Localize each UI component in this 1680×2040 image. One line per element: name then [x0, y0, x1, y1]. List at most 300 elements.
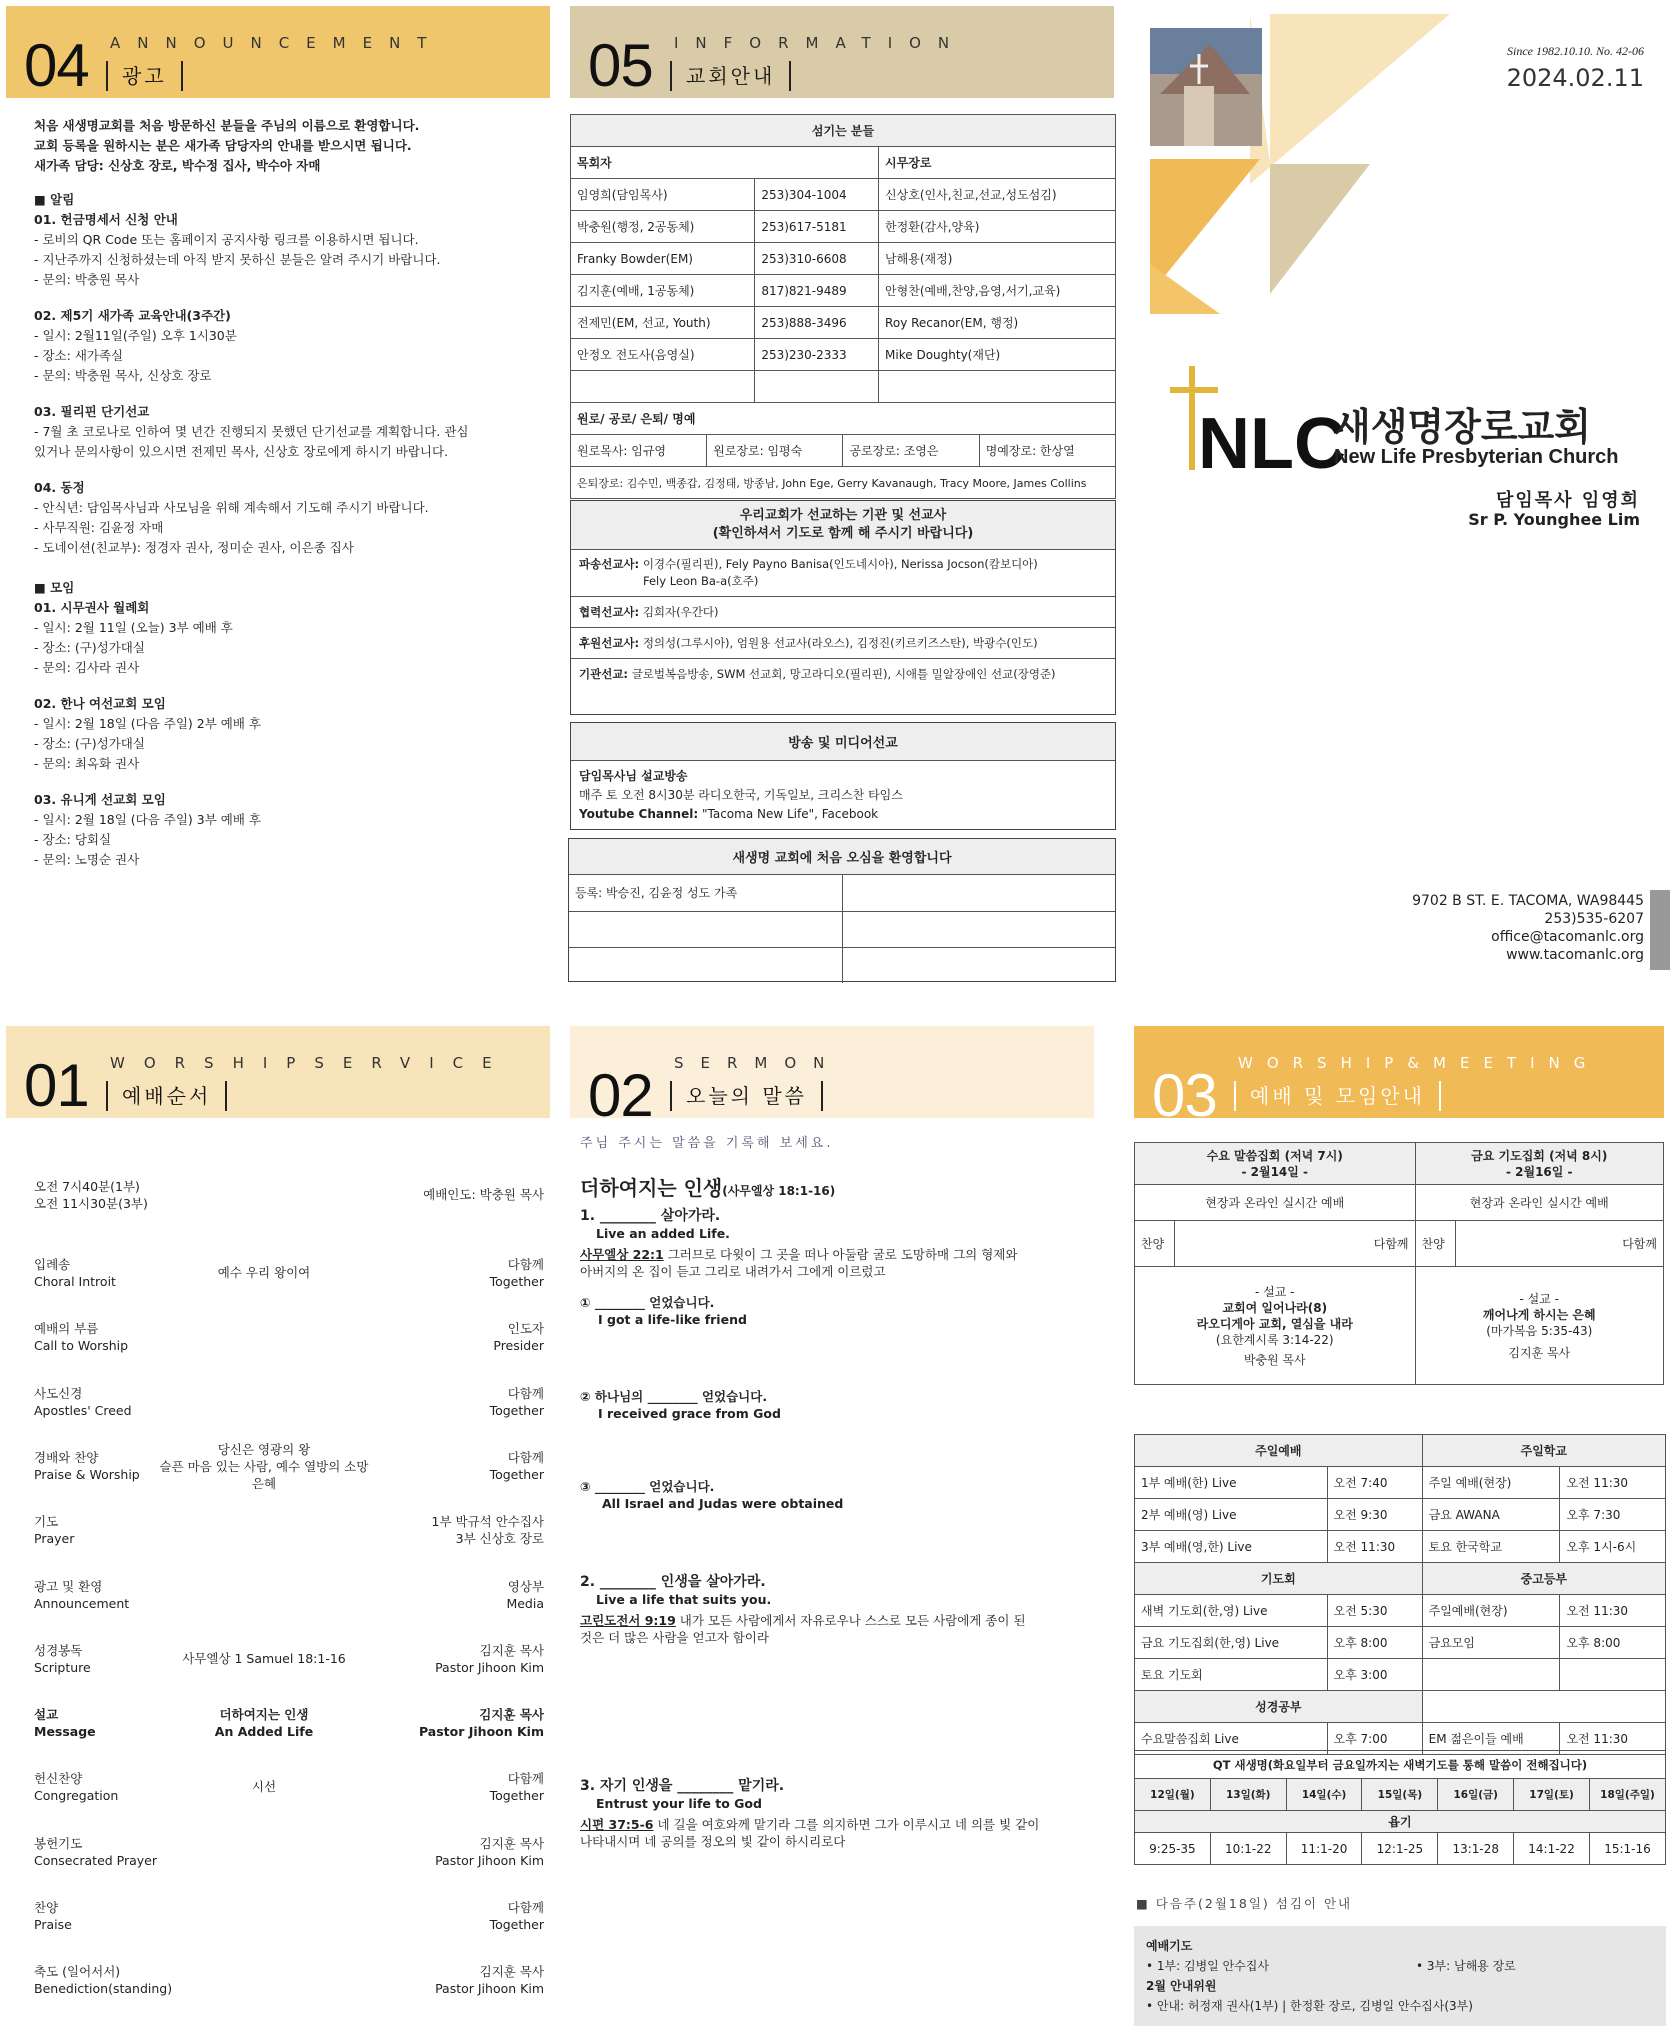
sermon-notes	[580, 1208, 1100, 1850]
table-row	[571, 339, 1116, 371]
order-leader	[432, 1513, 545, 1547]
mission-row	[571, 550, 1115, 597]
qt-ref: 13:1-28	[1438, 1833, 1514, 1865]
wed-date: - 2월14일 -	[1241, 1164, 1309, 1179]
order-leader-ko: 김지훈 목사	[479, 1707, 544, 1723]
col-elder: 시무장로	[879, 147, 1116, 179]
section-title-ko: 예배순서	[106, 1081, 227, 1111]
cell: 새벽 기도회(한,영) Live	[1135, 1595, 1328, 1627]
subpoint-en: I received grace from God	[598, 1406, 781, 1421]
fri-title: 금요 기도집회 (저녁 8시)	[1471, 1148, 1608, 1163]
item-line: - 장소: 당회실	[34, 832, 112, 847]
table-row	[571, 211, 1116, 243]
worship-order-row	[24, 1963, 544, 2013]
mission-text: Fely Leon Ba-a(호주)	[643, 574, 759, 588]
item-line: - 장소: 새가족실	[34, 348, 124, 363]
order-label-en: Prayer	[34, 1531, 75, 1547]
sermon-label: - 설교 -	[1519, 1291, 1559, 1306]
order-leader-ko: 다함께	[507, 1257, 544, 1272]
welcome-box	[568, 838, 1116, 982]
verse-ref: 시편 37:5-6	[580, 1817, 654, 1832]
worship-header	[6, 1026, 550, 1118]
order-label	[34, 1706, 96, 1740]
cell: 오전 5:30	[1327, 1595, 1422, 1627]
triangle-shape	[1270, 164, 1370, 294]
worship-order-row	[24, 1385, 544, 1435]
section-title-en: ANNOUNCEMENT	[110, 34, 444, 52]
cell: 오후 8:00	[1327, 1627, 1422, 1659]
welcome-registration: 등록: 박승진, 김윤정 성도 가족	[569, 875, 842, 911]
order-label-en: Consecrated Prayer	[34, 1852, 158, 1868]
order-label-en: Announcement	[34, 1595, 130, 1611]
order-label	[34, 1449, 140, 1483]
usher-line: • 안내: 허정재 권사(1부) | 한정환 장로, 김병일 안수집사(3부)	[1146, 1999, 1473, 2013]
order-label-en: Praise	[34, 1917, 72, 1932]
schedule-header: 성경공부	[1135, 1691, 1423, 1723]
cell: 공로장로: 조영은	[843, 435, 979, 467]
order-leader-en: Pastor Jihoon Kim	[435, 1659, 544, 1675]
cell: 신상호(인사,친교,선교,성도섬김)	[879, 179, 1116, 211]
order-content: 시선	[251, 1779, 277, 1795]
order-label	[34, 1963, 172, 1997]
contact-block	[1412, 892, 1644, 964]
triangle-shape	[1150, 159, 1260, 294]
praise-label: 찬양	[1135, 1221, 1175, 1267]
intro-line: 처음 새생명교회를 처음 방문하신 분들을 주님의 이름으로 환영합니다.	[34, 118, 420, 133]
cell: 오후 7:00	[1327, 1723, 1422, 1755]
cell: 오후 7:30	[1560, 1499, 1666, 1531]
order-content: 예수 우리 왕이여	[217, 1265, 311, 1280]
order-label	[34, 1256, 116, 1290]
church-logo	[1166, 362, 1636, 482]
item-title: 01. 헌금명세서 신청 안내	[34, 212, 178, 227]
subpoint-en: All Israel and Judas were obtained	[602, 1496, 844, 1511]
qt-ref: 12:1-25	[1362, 1833, 1438, 1865]
order-label-en: Message	[34, 1724, 96, 1740]
item-line: - 일시: 2월 11일 (오늘) 3부 예배 후	[34, 620, 233, 635]
item-title: 03. 필리핀 단기선교	[34, 404, 150, 419]
col-pastor: 목회자	[571, 147, 879, 179]
subpoint: ① ________ 얻었습니다.	[580, 1295, 715, 1310]
pastor-name-en: Sr P. Younghee Lim	[1468, 510, 1640, 529]
qt-ref: 10:1-22	[1210, 1833, 1286, 1865]
item-line: - 안식년: 담임목사님과 사모님을 위해 계속해서 기도해 주시기 바랍니다.	[34, 500, 429, 515]
meeting-header	[1134, 1026, 1664, 1129]
pastor-name-ko: 담임목사 임영희	[1496, 490, 1640, 511]
time-2: 오전 11시30분(3부)	[34, 1196, 148, 1211]
order-leader-en: Media	[506, 1595, 544, 1611]
sermon-ref: (요한계시록 3:14-22)	[1215, 1332, 1334, 1347]
cell: EM 젊은이들 예배	[1422, 1723, 1560, 1755]
cover-graphic	[1140, 14, 1470, 314]
order-leader-ko: 다함께	[507, 1771, 544, 1787]
verse-text: 내가 모든 사람에게서 자유로우나 스스로 모든 사람에게 종이 된	[675, 1613, 1026, 1628]
order-leader-ko: 다함께	[507, 1449, 544, 1465]
welcome-title: 새생명 교회에 처음 오심을 환영합니다	[569, 839, 1115, 875]
order-label	[34, 1385, 132, 1419]
item-line: - 장소: (구)성가대실	[34, 736, 145, 751]
worship-order-row	[24, 1899, 544, 1949]
meeting-panel	[1128, 1020, 1680, 2040]
meeting-item	[34, 694, 554, 774]
order-label	[34, 1578, 129, 1612]
cell: 임영희(담임목사)	[571, 179, 755, 211]
cell: 3부 예배(영,한) Live	[1135, 1531, 1328, 1563]
order-label-ko: 기도	[34, 1514, 59, 1530]
wed-title: 수요 말씀집회 (저녁 7시)	[1206, 1148, 1343, 1163]
sermon-title: 라오디게아 교회, 열심을 내라	[1196, 1316, 1353, 1331]
mission-label: 기관선교:	[579, 667, 629, 681]
verse-text: 네 길을 여호와께 맡기라 그를 의지하면 그가 이루시고 네 의를 빛 같이	[653, 1817, 1040, 1832]
section-title-ko: 예배 및 모임안내	[1234, 1081, 1441, 1111]
alarm-item	[34, 306, 554, 386]
cell: 253)304-1004	[755, 179, 879, 211]
order-leader	[506, 1578, 544, 1612]
phone-line: 253)535-6207	[1544, 911, 1644, 927]
cell: 오전 9:30	[1327, 1499, 1422, 1531]
order-leader	[490, 1449, 544, 1483]
cell: Roy Recanor(EM, 행정)	[879, 307, 1116, 339]
wed-sermon	[1135, 1267, 1416, 1385]
sermon-reference: (사무엘상 18:1-16)	[722, 1184, 836, 1198]
order-label-ko: 사도신경	[34, 1385, 83, 1401]
table-row	[571, 243, 1116, 275]
worship-order-row	[24, 1835, 544, 1885]
order-leader	[435, 1835, 544, 1869]
section-title-ko: 교회안내	[670, 61, 791, 91]
point-1-en: Live an added Life.	[596, 1226, 730, 1241]
schedule-header: 기도회	[1135, 1563, 1423, 1595]
sermon-title	[580, 1172, 835, 1201]
mission-text: 글로벌복음방송, SWM 선교회, 망고라디오(필리핀), 시애틀 밀알장애인 선교(장영준)	[631, 667, 1056, 681]
schedule-header: 중고등부	[1422, 1563, 1665, 1595]
order-leader-en: Presider	[493, 1338, 544, 1354]
cell: 817)821-9489	[755, 275, 879, 307]
qt-day: 13일(화)	[1210, 1779, 1286, 1811]
mission-label: 파송선교사:	[579, 557, 640, 571]
praise-value: 다함께	[1455, 1221, 1663, 1267]
order-label-ko: 입례송	[34, 1257, 71, 1272]
church-name-en: New Life Presbyterian Church	[1334, 446, 1619, 468]
subpoint: ② 하나님의 ________ 얻었습니다.	[580, 1389, 768, 1404]
section-number: 03	[1152, 1062, 1217, 1129]
point-2-en: Live a life that suits you.	[596, 1592, 772, 1607]
bulletin-date: 2024.02.11	[1506, 64, 1644, 92]
order-label-en: Benediction(standing)	[34, 1981, 173, 1997]
item-line: 있거나 문의사항이 있으시면 전제민 목사, 신상호 장로에게 하시기 바랍니다.	[34, 444, 449, 459]
prayer-3: • 3부: 남해용 장로	[1416, 1959, 1516, 1973]
order-leader-ko: 인도자	[507, 1321, 544, 1337]
sermon-label: - 설교 -	[1255, 1284, 1295, 1299]
cell: Franky Bowder(EM)	[571, 243, 755, 275]
cell: 오전 11:30	[1560, 1595, 1666, 1627]
order-content: 더하여지는 인생 An Added Life	[214, 1707, 314, 1740]
intro-line: 교회 등록을 원하시는 분은 새가족 담당자의 안내를 받으시면 됩니다.	[34, 138, 412, 153]
media-subtitle: 담임목사님 설교방송	[579, 769, 688, 783]
order-leader-ko: 영상부	[507, 1578, 544, 1594]
sermon-title-text: 더하여지는 인생	[580, 1176, 723, 1200]
verse-text: 것은 더 많은 사람을 얻고자 함이라	[580, 1630, 769, 1645]
point-2: 2. ________ 인생을 살아가라.	[580, 1574, 766, 1590]
intro-line: 새가족 담당: 신상호 장로, 박수정 집사, 박수아 자매	[34, 158, 321, 173]
subpoint: ③ ________ 얻었습니다.	[580, 1479, 715, 1494]
missions-subtitle: (확인하셔서 기도로 함께 해 주시기 바랍니다)	[712, 526, 974, 541]
section-number: 05	[588, 32, 653, 99]
item-line: - 문의: 김사라 권사	[34, 660, 140, 675]
cell: 남해용(재정)	[879, 243, 1116, 275]
media-line: 매주 토 오전 8시30분 라디오한국, 기독일보, 크리스찬 타임스	[579, 788, 903, 802]
cell: 전제민(EM, 선교, Youth)	[571, 307, 755, 339]
table-row	[571, 179, 1116, 211]
item-line: - 문의: 박충원 목사	[34, 272, 140, 287]
section-number: 01	[24, 1052, 89, 1119]
section-number: 04	[24, 32, 89, 99]
time-1: 오전 7시40분(1부)	[34, 1179, 140, 1194]
announcement-panel	[0, 0, 560, 1010]
cell: 원로목사: 임규영	[571, 435, 707, 467]
cell: 2부 예배(영) Live	[1135, 1499, 1328, 1531]
sermon-ref: (마가복음 5:35-43)	[1486, 1323, 1593, 1338]
missions-title: 우리교회가 선교하는 기관 및 선교사	[739, 508, 947, 523]
mission-text: 김희자(우간다)	[642, 605, 719, 619]
section-title-ko: 오늘의 말씀	[670, 1081, 823, 1111]
order-leader-ko: 1부 박규석 안수집사	[431, 1514, 544, 1530]
item-line: - 일시: 2월 18일 (다음 주일) 3부 예배 후	[34, 812, 261, 827]
usher-header: 2월 안내위원	[1146, 1979, 1217, 1993]
announcement-body	[34, 116, 554, 870]
order-leader-en: Together	[489, 1466, 544, 1482]
fri-sermon	[1415, 1267, 1663, 1385]
order-leader-ko: 다함께	[507, 1900, 544, 1915]
order-label-ko: 헌신찬양	[34, 1771, 83, 1787]
worship-order-row	[24, 1642, 544, 1692]
order-leader	[435, 1642, 544, 1676]
table-row	[1135, 1467, 1666, 1499]
online-note: 현장과 온라인 실시간 예배	[1415, 1185, 1663, 1221]
cell: 금요모임	[1422, 1627, 1560, 1659]
point-1: 1. ________ 살아가라.	[580, 1208, 721, 1224]
worship-time-row	[24, 1178, 544, 1228]
order-label-ko: 축도 (일어서서)	[34, 1964, 121, 1980]
order-leader	[490, 1385, 544, 1419]
cell: 오전 11:30	[1327, 1531, 1422, 1563]
order-label	[34, 1320, 128, 1354]
cell: 오후 1시-6시	[1560, 1531, 1666, 1563]
media-box	[570, 722, 1116, 830]
order-label	[34, 1899, 72, 1933]
order-label	[34, 1835, 157, 1869]
alarm-item	[34, 210, 554, 290]
cover-panel	[1130, 0, 1680, 1000]
youtube-link[interactable]: "Tacoma New Life", Facebook	[698, 807, 879, 821]
alarm-title: ■ 알림	[34, 192, 75, 207]
section-title-en: WORSHIPSERVICE	[110, 1054, 511, 1072]
cell: 명예장로: 한상열	[979, 435, 1115, 467]
qt-day: 16일(금)	[1438, 1779, 1514, 1811]
cell: 253)617-5181	[755, 211, 879, 243]
address-line: 9702 B ST. E. TACOMA, WA98445	[1412, 893, 1644, 909]
qt-book: 욥기	[1135, 1811, 1666, 1833]
qt-ref: 9:25-35	[1135, 1833, 1211, 1865]
praise-label: 찬양	[1415, 1221, 1455, 1267]
qt-ref: 15:1-16	[1589, 1833, 1665, 1865]
cell: 김지훈(예배, 1공동체)	[571, 275, 755, 307]
next-week-box	[1134, 1926, 1666, 2026]
cell: 원로장로: 임평숙	[707, 435, 843, 467]
cell: 오전 11:30	[1560, 1467, 1666, 1499]
cell: 1부 예배(한) Live	[1135, 1467, 1328, 1499]
sermon-title: 교회여 일어나라(8)	[1222, 1300, 1328, 1315]
prayer-row	[1146, 1956, 1654, 1976]
worship-order-row	[24, 1706, 544, 1756]
sermon-memo: 주님 주시는 말씀을 기록해 보세요.	[580, 1136, 834, 1151]
youtube-label: Youtube Channel:	[579, 807, 699, 821]
order-label	[34, 1770, 118, 1804]
meeting-item	[34, 790, 554, 870]
cell: 금요 기도집회(한,영) Live	[1135, 1627, 1328, 1659]
qt-day: 12일(월)	[1135, 1779, 1211, 1811]
qt-day: 18일(주일)	[1589, 1779, 1665, 1811]
cell: 오전 7:40	[1327, 1467, 1422, 1499]
church-name-ko: 새생명장로교회	[1334, 405, 1591, 449]
media-title: 방송 및 미디어선교	[571, 723, 1115, 761]
verse-ref: 고린도전서 9:19	[580, 1613, 676, 1628]
online-note: 현장과 온라인 실시간 예배	[1135, 1185, 1416, 1221]
cell: 오후 3:00	[1327, 1659, 1422, 1691]
cell: 253)888-3496	[755, 307, 879, 339]
order-label-ko: 광고 및 환영	[34, 1578, 103, 1594]
cell: 오전 11:30	[1560, 1723, 1666, 1755]
worship-order-row	[24, 1441, 544, 1499]
order-leader-ko: 김지훈 목사	[479, 1835, 544, 1851]
qt-table	[1134, 1750, 1666, 1865]
item-line: - 로비의 QR Code 또는 홈페이지 공지사항 링크를 이용하시면 됩니다.	[34, 232, 419, 247]
alarm-item	[34, 402, 554, 462]
order-leader-en: Together	[489, 1402, 544, 1418]
information-panel	[566, 0, 1122, 1000]
servers-title: 섬기는 분들	[571, 115, 1116, 147]
order-label-ko: 경배와 찬양	[34, 1449, 99, 1465]
next-week-title: ■ 다음주(2월18일) 섬김이 안내	[1136, 1896, 1353, 1911]
mission-label: 후원선교사:	[579, 636, 640, 650]
sermon-preacher: 박충원 목사	[1243, 1352, 1306, 1367]
order-label-en: Call to Worship	[34, 1338, 129, 1354]
item-line: - 7월 초 코로나로 인하여 몇 년간 진행되지 못했던 단기선교를 계획합니다. 관심	[34, 424, 469, 439]
worship-order-row	[24, 1578, 544, 1628]
qt-ref: 11:1-20	[1286, 1833, 1362, 1865]
table-row	[1135, 1595, 1666, 1627]
grey-bar	[1650, 890, 1670, 970]
since-line: Since 1982.10.10. No. 42-06	[1507, 44, 1644, 58]
information-header	[570, 6, 1114, 98]
schedule-header: 주일학교	[1422, 1435, 1665, 1467]
order-label-ko: 봉헌기도	[34, 1835, 83, 1851]
qt-day: 17일(토)	[1514, 1779, 1590, 1811]
table-row	[1135, 1659, 1666, 1691]
cell: 주일 예배(현장)	[1422, 1467, 1560, 1499]
order-label-en: Scripture	[34, 1659, 91, 1675]
qt-days	[1135, 1779, 1666, 1811]
qt-ref: 14:1-22	[1514, 1833, 1590, 1865]
cell: 한정환(감사,양육)	[879, 211, 1116, 243]
order-leader	[493, 1320, 544, 1354]
order-leader	[419, 1706, 544, 1740]
sermon-header	[570, 1026, 1094, 1129]
sermon-panel	[566, 1020, 1126, 2040]
item-title: 01. 시무권사 월례회	[34, 600, 150, 615]
item-title: 03. 유니게 선교회 모임	[34, 792, 166, 807]
order-leader-en: Together	[489, 1788, 544, 1804]
cell: Mike Doughty(재단)	[879, 339, 1116, 371]
cell: 금요 AWANA	[1422, 1499, 1560, 1531]
item-title: 02. 제5기 새가족 교육안내(3주간)	[34, 308, 231, 323]
worship-order-row	[24, 1256, 544, 1306]
cell: 253)230-2333	[755, 339, 879, 371]
media-body	[571, 761, 1115, 830]
order-leader-en: Pastor Jihoon Kim	[435, 1852, 544, 1868]
fri-service	[1415, 1143, 1663, 1185]
order-leader	[490, 1256, 544, 1290]
mission-row	[571, 628, 1115, 659]
servers-table	[570, 114, 1116, 499]
retired-elders: 은퇴장로: 김수민, 백종갑, 김정태, 방종남, John Ege, Gerry Kavanaugh, Tracy Moore, James Collins	[571, 467, 1116, 499]
prayer-1: • 1부: 김병일 안수집사	[1146, 1959, 1269, 1973]
website-line[interactable]: www.tacomanlc.org	[1506, 947, 1644, 963]
service-table	[1134, 1142, 1664, 1385]
item-line: - 일시: 2월 18일 (다음 주일) 2부 예배 후	[34, 716, 261, 731]
section-title-ko: 광고	[106, 61, 183, 91]
section-title-en: SERMON	[674, 1054, 842, 1072]
order-label-en: Choral Introit	[34, 1274, 116, 1289]
order-leader-ko: 다함께	[507, 1385, 544, 1401]
sermon-preacher: 김지훈 목사	[1508, 1345, 1571, 1360]
table-row	[1135, 1531, 1666, 1563]
order-label-en: Apostles' Creed	[34, 1402, 132, 1418]
verse-text: 그러므로 다윗이 그 곳을 떠나 아둘람 굴로 도망하매 그의 형제와	[663, 1247, 1018, 1262]
prayer-header: 예배기도	[1146, 1939, 1193, 1953]
point-3-en: Entrust your life to God	[596, 1796, 762, 1811]
mission-text: 정의성(그루시아), 엄원용 선교사(라오스), 김정진(키르키즈스탄), 박광수(인도)	[642, 636, 1038, 650]
section-title-en: INFORMATION	[674, 34, 967, 52]
meeting-title: ■ 모임	[34, 580, 75, 595]
order-leader-en: Pastor Jihoon Kim	[435, 1981, 544, 1997]
table-row	[1135, 1499, 1666, 1531]
cell: 수요말씀집회 Live	[1135, 1723, 1328, 1755]
cell: 안정오 전도사(음영실)	[571, 339, 755, 371]
verse-text: 나타내시며 네 공의를 정오의 빛 같이 하시리로다	[580, 1834, 846, 1849]
svg-text:NLC: NLC	[1198, 404, 1346, 484]
sermon-title: 깨어나게 하시는 은혜	[1482, 1307, 1596, 1322]
alarm-item	[34, 478, 554, 558]
wed-service	[1135, 1143, 1416, 1185]
order-content: 사무엘상 1 Samuel 18:1-16	[182, 1650, 346, 1666]
point-3: 3. 자기 인생을 ________ 맡기라.	[580, 1778, 785, 1794]
verse-ref: 사무엘상 22:1	[580, 1247, 664, 1262]
order-label	[34, 1642, 91, 1676]
order-label-en: Praise & Worship	[34, 1466, 140, 1482]
qt-title: QT 새생명(화요일부터 금요일까지는 새벽기도를 통해 말씀이 전해집니다)	[1135, 1751, 1666, 1779]
worship-order-row	[24, 1320, 544, 1370]
schedule-header: 주일예배	[1135, 1435, 1423, 1467]
cell: 253)310-6608	[755, 243, 879, 275]
email-line[interactable]: office@tacomanlc.org	[1491, 929, 1644, 945]
item-title: 04. 동정	[34, 480, 85, 495]
qt-refs	[1135, 1833, 1666, 1865]
missions-box	[570, 500, 1116, 715]
worship-leader: 예배인도: 박충원 목사	[423, 1187, 544, 1202]
item-line: - 일시: 2월11일(주일) 오후 1시30분	[34, 328, 237, 343]
order-label-ko: 예배의 부름	[34, 1321, 99, 1337]
